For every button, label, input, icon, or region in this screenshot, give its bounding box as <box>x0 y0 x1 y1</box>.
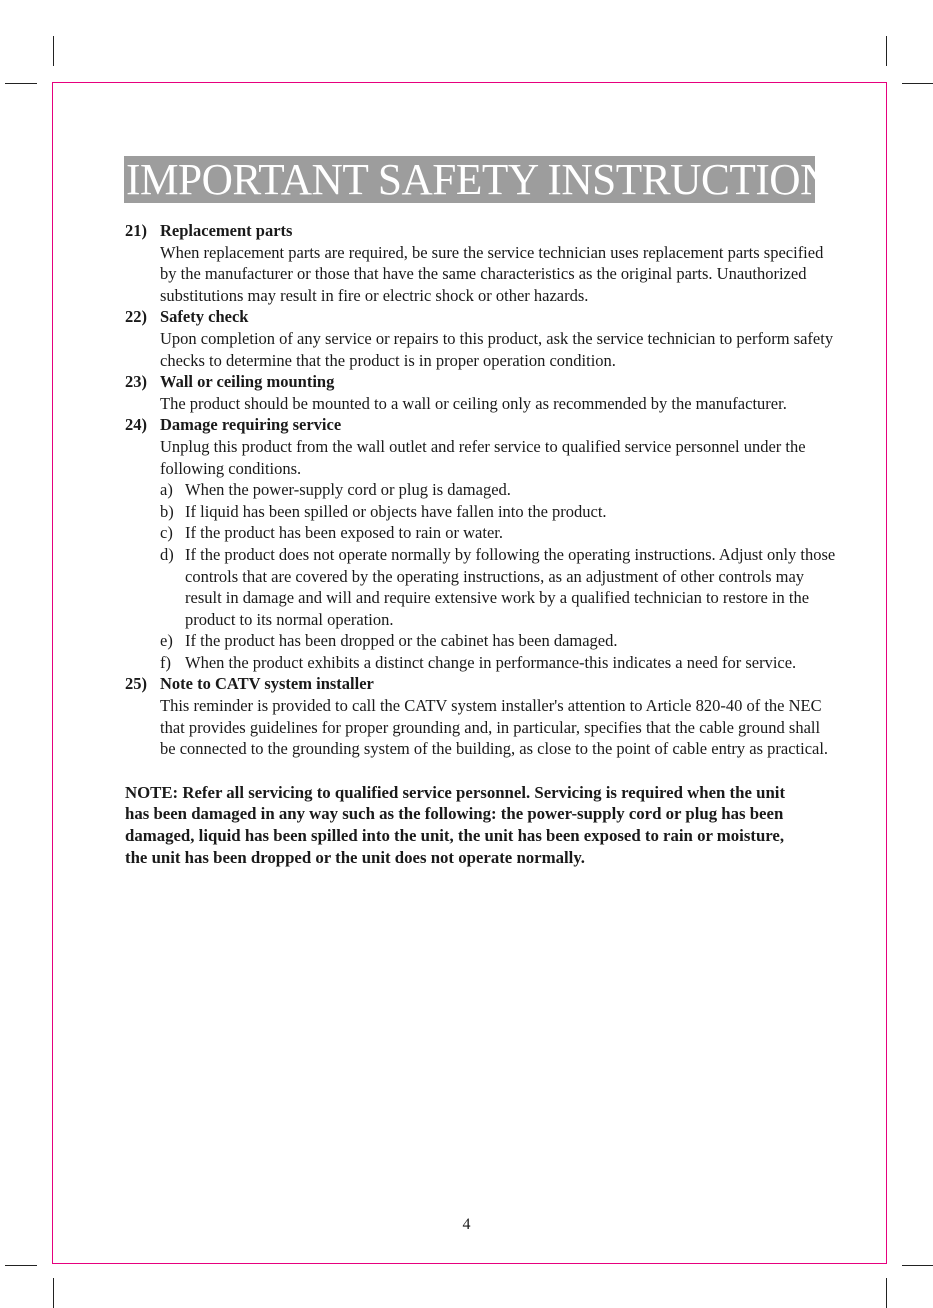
condition-item <box>160 501 837 523</box>
condition-letter: e) <box>160 631 173 651</box>
condition-text: When the product exhibits a distinct change in performance-this indicates a need for service. <box>185 652 797 672</box>
instruction-list <box>125 220 837 760</box>
item-number: 25) <box>125 674 147 694</box>
condition-item <box>160 479 837 501</box>
crop-mark-right-bottom <box>902 1265 933 1266</box>
instruction-item <box>125 306 837 371</box>
condition-item <box>160 630 837 652</box>
item-heading: Note to CATV system installer <box>160 674 374 694</box>
condition-text: If the product does not operate normally by following the operating instructions. Adjust only those controls that are covered by the operating instructions, as an adjustment of other controls may result in damage and will and require extensive work by a qualified technician to restore in the product to its normal operation. <box>185 544 836 629</box>
item-heading: Damage requiring service <box>160 415 342 435</box>
condition-item <box>160 544 837 630</box>
item-body: When replacement parts are required, be sure the service technician uses replacement parts specified by the manufacturer or those that have the same characteristics as the original parts. Unauthorized substitutions may result in fire or electric shock or other hazards. <box>160 242 824 305</box>
service-note: NOTE: Refer all servicing to qualified service personnel. Servicing is required when the unit has been damaged in any way such as the following: the power-supply cord or plug has been damaged, liquid has been spilled into the unit, the unit has been exposed to rain or moisture, the unit has been dropped or the unit does not operate normally. <box>125 782 786 867</box>
item-body: Upon completion of any service or repairs to this product, ask the service technician to perform safety checks to determine that the product is in proper operation condition. <box>160 328 834 370</box>
condition-letter: f) <box>160 652 171 672</box>
condition-item <box>160 522 837 544</box>
item-number: 24) <box>125 415 147 435</box>
instruction-item <box>125 414 837 673</box>
item-body: The product should be mounted to a wall or ceiling only as recommended by the manufacturer. <box>160 393 787 413</box>
item-heading: Safety check <box>160 307 249 327</box>
condition-letter: a) <box>160 480 173 500</box>
item-number: 22) <box>125 307 147 327</box>
crop-mark-top-right <box>886 36 887 66</box>
crop-mark-top-left <box>53 36 54 66</box>
item-body: This reminder is provided to call the CATV system installer's attention to Article 820-40 of the NEC that provides guidelines for proper grounding and, in particular, specifies that the cable ground shall be connected to the grounding system of the building, as close to the point of cable entry as practical. <box>160 696 829 759</box>
item-number: 23) <box>125 372 147 392</box>
crop-mark-bottom-left <box>53 1278 54 1308</box>
instruction-item <box>125 371 837 414</box>
crop-mark-bottom-right <box>886 1278 887 1308</box>
instruction-item <box>125 220 837 306</box>
page-number: 4 <box>462 1216 471 1233</box>
item-number: 21) <box>125 221 147 240</box>
condition-text: If liquid has been spilled or objects have fallen into the product. <box>185 501 607 521</box>
condition-text: If the product has been dropped or the cabinet has been damaged. <box>185 631 618 651</box>
crop-mark-left-bottom <box>5 1265 37 1266</box>
crop-mark-right-top <box>902 83 933 84</box>
condition-text: When the power-supply cord or plug is damaged. <box>185 480 511 500</box>
item-heading: Replacement parts <box>160 221 293 240</box>
instructions-content <box>125 220 837 868</box>
page-title: IMPORTANT SAFETY INSTRUCTION <box>126 155 831 204</box>
crop-mark-left-top <box>5 83 37 84</box>
condition-letter: d) <box>160 544 174 564</box>
instruction-item <box>125 673 837 759</box>
condition-item <box>160 652 837 674</box>
item-heading: Wall or ceiling mounting <box>160 372 335 392</box>
condition-letter: b) <box>160 501 174 521</box>
condition-text: If the product has been exposed to rain or water. <box>185 523 503 543</box>
item-body: Unplug this product from the wall outlet and refer service to qualified service personnel under the following conditions. <box>160 436 806 478</box>
condition-letter: c) <box>160 523 173 543</box>
